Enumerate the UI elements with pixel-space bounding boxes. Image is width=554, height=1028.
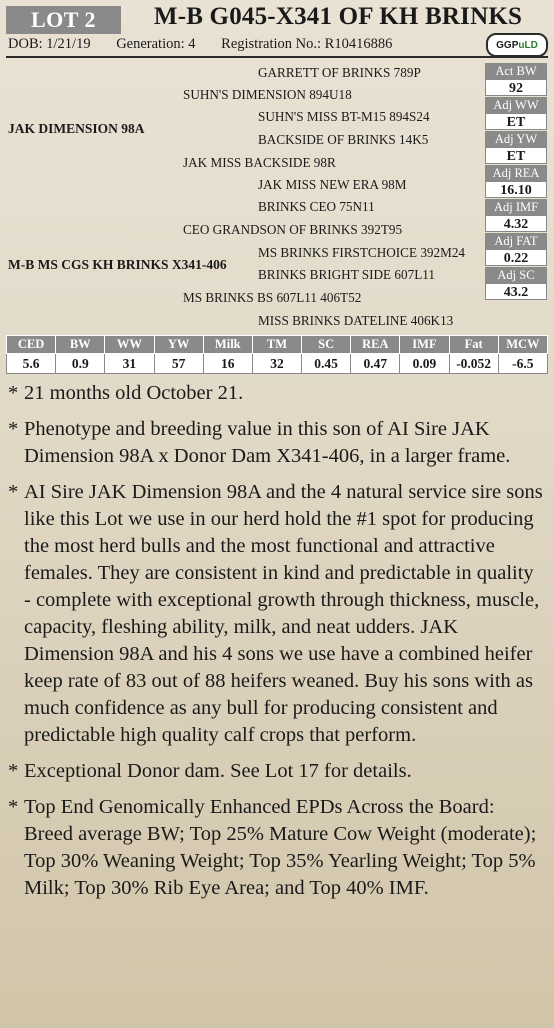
pedigree-sire-sire-dam: SUHN'S MISS BT-M15 894S24 [258,109,430,124]
pedigree-dam-dam: MS BRINKS BS 607L11 406T52 [183,290,362,305]
epd-value: 16 [203,354,252,374]
measure-value: 16.10 [485,181,547,198]
measure-label: Adj REA [485,165,547,181]
measure-label: Adj SC [485,267,547,283]
measure-label: Adj IMF [485,199,547,215]
bullet-star-icon: * [8,481,19,503]
note-text: AI Sire JAK Dimension 98A and the 4 natural service sire sons like this Lot we use in our herd hold the #1 spot for producing the most herd bulls and the most functional and attractive females. They are consistent in kind and predictable in quality - complete with exceptional growth through thickness, muscle, capacity, fleshing ability, milk, and neat udders. JAK Dimension 98A and his 4 sons we use have a combined heifer keep rate of 83 out of 88 heifers weaned. Buy his sons with as much confidence as any bull for producing consistent and predictable high quality calf crops that perform. [24,481,543,746]
epd-value: 0.45 [302,354,351,374]
actual-measurements-column [485,62,547,300]
epd-value: 57 [154,354,203,374]
epd-value: 0.47 [351,354,400,374]
animal-name: M-B G045-X341 OF KH BRINKS [153,3,523,30]
measure-value: 43.2 [485,283,547,300]
note-item [8,479,544,749]
generation: Generation: 4 [116,36,196,52]
measure-value: ET [485,113,547,130]
epd-header: SC [302,336,351,354]
ggp-logo-suffix: uLD [518,39,538,51]
epd-header: CED [7,336,56,354]
note-text: 21 months old October 21. [24,382,244,404]
divider [6,56,548,58]
ggpuld-logo [486,33,548,57]
epd-header: TM [252,336,301,354]
epd-value-row [7,354,548,374]
dob: DOB: 1/21/19 [8,36,91,52]
ggp-logo-text: GGP [496,39,519,51]
pedigree-dam-dam-dam: MISS BRINKS DATELINE 406K13 [258,313,454,328]
epd-header: Milk [203,336,252,354]
bullet-star-icon: * [8,382,19,404]
bullet-star-icon: * [8,760,19,782]
epd-value: 32 [252,354,301,374]
note-text: Top End Genomically Enhanced EPDs Across the Board: Breed average BW; Top 25% Mature Cow Weight (moderate); Top 30% Weaning Weight; Top 35% Yearling Weight; Top 5% Milk; Top 30% Rib Eye Area; and Top 40% IMF. [24,796,537,899]
lot-number-badge: LOT 2 [6,6,121,34]
epd-header: BW [56,336,105,354]
pedigree-dam-sire-sire: BRINKS CEO 75N11 [258,199,375,214]
epd-header: REA [351,336,400,354]
pedigree-dam: M-B MS CGS KH BRINKS X341-406 [8,257,227,272]
registration-number: Registration No.: R10416886 [221,36,393,52]
note-text: Phenotype and breeding value in this son of AI Sire JAK Dimension 98A x Donor Dam X341-406, in a larger frame. [24,418,511,467]
epd-header: IMF [400,336,449,354]
note-item [8,380,544,407]
pedigree-sire-dam-sire: BACKSIDE OF BRINKS 14K5 [258,132,429,147]
lot-notes [8,380,544,911]
measure-label: Adj WW [485,97,547,113]
note-item [8,416,544,470]
bullet-star-icon: * [8,796,19,818]
epd-header: WW [105,336,154,354]
note-text: Exceptional Donor dam. See Lot 17 for details. [24,760,412,782]
measure-value: ET [485,147,547,164]
epd-header: MCW [498,336,547,354]
pedigree-dam-sire: CEO GRANDSON OF BRINKS 392T95 [183,222,403,237]
measure-label: Adj YW [485,131,547,147]
epd-value: 0.9 [56,354,105,374]
bullet-star-icon: * [8,418,19,440]
pedigree-dam-sire-dam: MS BRINKS FIRSTCHOICE 392M24 [258,245,466,260]
epd-value: -6.5 [498,354,547,374]
epd-header: YW [154,336,203,354]
epd-value: 31 [105,354,154,374]
pedigree-sire-sire: SUHN'S DIMENSION 894U18 [183,87,352,102]
pedigree-sire-dam: JAK MISS BACKSIDE 98R [183,155,336,170]
note-item [8,794,544,902]
measure-value: 0.22 [485,249,547,266]
epd-value: -0.052 [449,354,498,374]
epd-value: 0.09 [400,354,449,374]
note-item [8,758,544,785]
epd-value: 5.6 [7,354,56,374]
measure-value: 92 [485,79,547,96]
epd-table [6,335,548,374]
pedigree-sire-dam-dam: JAK MISS NEW ERA 98M [258,177,407,192]
pedigree-sire-sire-sire: GARRETT OF BRINKS 789P [258,65,421,80]
registration-info [8,36,414,54]
pedigree-dam-dam-sire: BRINKS BRIGHT SIDE 607L11 [258,267,435,282]
epd-header-row [7,336,548,354]
measure-value: 4.32 [485,215,547,232]
pedigree-sire: JAK DIMENSION 98A [8,121,145,136]
epd-header: Fat [449,336,498,354]
measure-label: Act BW [485,63,547,79]
measure-label: Adj FAT [485,233,547,249]
